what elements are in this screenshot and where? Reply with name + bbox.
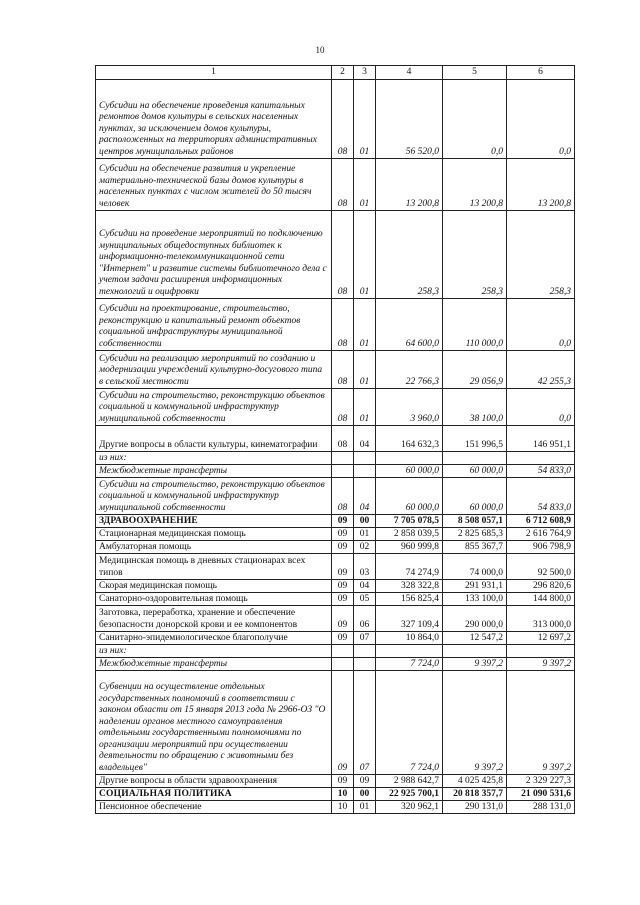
amount-col5-cell [443, 452, 507, 465]
amount-col6-cell: 54 833,0 [507, 465, 575, 478]
table-row [96, 580, 575, 593]
subsection-code-cell: 05 [354, 593, 376, 606]
amount-col4-cell: 328 322,8 [376, 580, 443, 593]
table-header-row [96, 66, 575, 80]
amount-col4-cell: 60 000,0 [376, 478, 443, 515]
amount-col6-cell: 906 798,9 [507, 541, 575, 554]
subsection-code-cell: 04 [354, 580, 376, 593]
page-number: 10 [315, 45, 325, 55]
row-name-cell: Медицинская помощь в дневных стационарах всех типов [96, 554, 332, 580]
amount-col5-cell: 110 000,0 [443, 299, 507, 351]
row-name-cell: Санаторно-оздоровительная помощь [96, 593, 332, 606]
amount-col6-cell: 313 000,0 [507, 606, 575, 632]
row-name-cell: Субсидии на строительство, реконструкцию объектов социальной и коммунальной инфраструктур муниципальной собственности [96, 478, 332, 515]
amount-col4-cell: 7 724,0 [376, 671, 443, 775]
amount-col4-cell: 327 109,4 [376, 606, 443, 632]
table-row [96, 528, 575, 541]
subsection-code-cell: 04 [354, 426, 376, 452]
table-row [96, 465, 575, 478]
subsection-code-cell: 09 [354, 775, 376, 788]
row-name-cell: Другие вопросы в области здравоохранения [96, 775, 332, 788]
subsection-code-cell: 01 [354, 80, 376, 159]
section-code-cell: 08 [332, 389, 354, 426]
section-code-cell: 09 [332, 580, 354, 593]
row-name-cell: Межбюджетные трансферты [96, 658, 332, 671]
row-name-cell: Субсидии на строительство, реконструкцию объектов социальной и коммунальной инфраструктур муниципальной собственности [96, 389, 332, 426]
table-row [96, 801, 575, 814]
amount-col6-cell: 0,0 [507, 80, 575, 159]
amount-col5-cell: 9 397,2 [443, 671, 507, 775]
amount-col5-cell: 0,0 [443, 80, 507, 159]
amount-col6-cell: 92 500,0 [507, 554, 575, 580]
amount-col5-cell: 74 000,0 [443, 554, 507, 580]
row-name-cell: Заготовка, переработка, хранение и обеспечение безопасности донорской крови и ее компонентов [96, 606, 332, 632]
amount-col5-cell: 29 056,9 [443, 351, 507, 389]
amount-col6-cell: 2 616 764,9 [507, 528, 575, 541]
subsection-code-cell: 04 [354, 478, 376, 515]
table-row [96, 541, 575, 554]
row-name-cell: Субсидии на проведение мероприятий по подключению муниципальных общедоступных библиотек к информационно-телекоммуникационной сети "Интернет" и развитие системы библиотечного дела с учетом задачи расширения информационных технологий и оцифровки [96, 211, 332, 299]
section-code-cell: 09 [332, 671, 354, 775]
amount-col4-cell: 60 000,0 [376, 465, 443, 478]
section-code-cell: 10 [332, 788, 354, 801]
amount-col6-cell: 146 951,1 [507, 426, 575, 452]
section-code-cell [332, 658, 354, 671]
amount-col5-cell: 291 931,1 [443, 580, 507, 593]
amount-col6-cell: 0,0 [507, 299, 575, 351]
header-col-1: 1 [96, 66, 332, 80]
header-col-4: 4 [376, 66, 443, 80]
amount-col5-cell: 855 367,7 [443, 541, 507, 554]
table-row [96, 299, 575, 351]
amount-col4-cell: 7 724,0 [376, 658, 443, 671]
row-name-cell: Другие вопросы в области культуры, кинематографии [96, 426, 332, 452]
amount-col4-cell: 320 962,1 [376, 801, 443, 814]
amount-col6-cell: 2 329 227,3 [507, 775, 575, 788]
amount-col5-cell: 60 000,0 [443, 478, 507, 515]
header-col-5: 5 [443, 66, 507, 80]
section-code-cell: 08 [332, 299, 354, 351]
table-row [96, 658, 575, 671]
table-row [96, 632, 575, 645]
amount-col6-cell: 258,3 [507, 211, 575, 299]
section-code-cell: 09 [332, 515, 354, 528]
table-row [96, 671, 575, 775]
subsection-code-cell: 07 [354, 671, 376, 775]
table-row [96, 351, 575, 389]
amount-col5-cell [443, 645, 507, 658]
subsection-code-cell: 01 [354, 528, 376, 541]
section-code-cell: 08 [332, 478, 354, 515]
amount-col4-cell [376, 452, 443, 465]
row-name-cell: ЗДРАВООХРАНЕНИЕ [96, 515, 332, 528]
section-code-cell: 08 [332, 80, 354, 159]
row-name-cell: из них: [96, 645, 332, 658]
amount-col4-cell: 74 274,9 [376, 554, 443, 580]
amount-col6-cell: 13 200,8 [507, 159, 575, 211]
subsection-code-cell: 01 [354, 211, 376, 299]
header-col-6: 6 [507, 66, 575, 80]
subsection-code-cell [354, 465, 376, 478]
section-code-cell: 09 [332, 554, 354, 580]
amount-col6-cell: 288 131,0 [507, 801, 575, 814]
table-row [96, 426, 575, 452]
row-name-cell: Субсидии на обеспечение проведения капитальных ремонтов домов культуры в сельских населенных пунктах, за исключением домов культуры, расположенных на территориях административных центров муниципальных районов [96, 80, 332, 159]
amount-col4-cell: 56 520,0 [376, 80, 443, 159]
row-name-cell: Субсидии на реализацию мероприятий по созданию и модернизации учреждений культурно-досугового типа в сельской местности [96, 351, 332, 389]
subsection-code-cell: 00 [354, 515, 376, 528]
section-code-cell: 08 [332, 211, 354, 299]
subsection-code-cell: 01 [354, 351, 376, 389]
table-row [96, 606, 575, 632]
amount-col4-cell: 7 705 078,5 [376, 515, 443, 528]
row-name-cell: Субсидии на обеспечение развития и укрепление материально-технической базы домов культуры в населенных пунктах с числом жителей до 50 тысяч человек [96, 159, 332, 211]
section-code-cell: 08 [332, 426, 354, 452]
table-row [96, 788, 575, 801]
amount-col4-cell: 22 925 700,1 [376, 788, 443, 801]
amount-col6-cell [507, 452, 575, 465]
amount-col4-cell [376, 645, 443, 658]
amount-col4-cell: 13 200,8 [376, 159, 443, 211]
section-code-cell [332, 645, 354, 658]
table-row [96, 515, 575, 528]
subsection-code-cell: 06 [354, 606, 376, 632]
table-row [96, 211, 575, 299]
amount-col4-cell: 10 864,0 [376, 632, 443, 645]
table-row [96, 389, 575, 426]
header-col-2: 2 [332, 66, 354, 80]
section-code-cell: 08 [332, 159, 354, 211]
amount-col6-cell: 54 833,0 [507, 478, 575, 515]
section-code-cell: 09 [332, 632, 354, 645]
amount-col5-cell: 2 825 685,3 [443, 528, 507, 541]
amount-col6-cell [507, 645, 575, 658]
header-col-3: 3 [354, 66, 376, 80]
table-row [96, 645, 575, 658]
subsection-code-cell: 01 [354, 159, 376, 211]
amount-col4-cell: 2 858 039,5 [376, 528, 443, 541]
amount-col5-cell: 60 000,0 [443, 465, 507, 478]
budget-table [95, 65, 575, 814]
amount-col6-cell: 296 820,6 [507, 580, 575, 593]
amount-col4-cell: 64 600,0 [376, 299, 443, 351]
section-code-cell: 09 [332, 606, 354, 632]
amount-col6-cell: 0,0 [507, 389, 575, 426]
amount-col4-cell: 156 825,4 [376, 593, 443, 606]
section-code-cell [332, 452, 354, 465]
amount-col5-cell: 8 508 057,1 [443, 515, 507, 528]
amount-col5-cell: 290 000,0 [443, 606, 507, 632]
amount-col5-cell: 133 100,0 [443, 593, 507, 606]
section-code-cell [332, 465, 354, 478]
amount-col6-cell: 42 255,3 [507, 351, 575, 389]
amount-col4-cell: 2 988 642,7 [376, 775, 443, 788]
row-name-cell: из них: [96, 452, 332, 465]
amount-col5-cell: 4 025 425,8 [443, 775, 507, 788]
row-name-cell: Межбюджетные трансферты [96, 465, 332, 478]
amount-col5-cell: 290 131,0 [443, 801, 507, 814]
row-name-cell: СОЦИАЛЬНАЯ ПОЛИТИКА [96, 788, 332, 801]
row-name-cell: Скорая медицинская помощь [96, 580, 332, 593]
amount-col5-cell: 9 397,2 [443, 658, 507, 671]
row-name-cell: Пенсионное обеспечение [96, 801, 332, 814]
subsection-code-cell: 00 [354, 788, 376, 801]
section-code-cell: 08 [332, 351, 354, 389]
amount-col5-cell: 13 200,8 [443, 159, 507, 211]
subsection-code-cell: 01 [354, 389, 376, 426]
amount-col4-cell: 164 632,3 [376, 426, 443, 452]
table-row [96, 452, 575, 465]
section-code-cell: 10 [332, 801, 354, 814]
table-row [96, 775, 575, 788]
amount-col6-cell: 144 800,0 [507, 593, 575, 606]
section-code-cell: 09 [332, 528, 354, 541]
subsection-code-cell [354, 645, 376, 658]
amount-col5-cell: 38 100,0 [443, 389, 507, 426]
row-name-cell: Амбулаторная помощь [96, 541, 332, 554]
subsection-code-cell [354, 658, 376, 671]
table-row [96, 478, 575, 515]
table-row [96, 593, 575, 606]
subsection-code-cell: 03 [354, 554, 376, 580]
subsection-code-cell: 07 [354, 632, 376, 645]
subsection-code-cell [354, 452, 376, 465]
row-name-cell: Субсидии на проектирование, строительство, реконструкцию и капитальный ремонт объектов социальной инфраструктуры муниципальной собственности [96, 299, 332, 351]
subsection-code-cell: 01 [354, 299, 376, 351]
amount-col4-cell: 960 999,8 [376, 541, 443, 554]
section-code-cell: 09 [332, 775, 354, 788]
section-code-cell: 09 [332, 541, 354, 554]
amount-col6-cell: 9 397,2 [507, 671, 575, 775]
row-name-cell: Санитарно-эпидемиологическое благополучие [96, 632, 332, 645]
amount-col4-cell: 258,3 [376, 211, 443, 299]
amount-col6-cell: 21 090 531,6 [507, 788, 575, 801]
amount-col5-cell: 20 818 357,7 [443, 788, 507, 801]
amount-col6-cell: 6 712 608,9 [507, 515, 575, 528]
row-name-cell: Стационарная медицинская помощь [96, 528, 332, 541]
row-name-cell: Субвенции на осуществление отдельных государственных полномочий в соответствии с законом области от 15 января 2013 года № 2966-ОЗ "О наделении органов местного самоуправления отдельными государственными полномочиями по организации мероприятий при осуществлении деятельности по обращению с животными без владельцев" [96, 671, 332, 775]
amount-col5-cell: 258,3 [443, 211, 507, 299]
amount-col4-cell: 22 766,3 [376, 351, 443, 389]
amount-col5-cell: 12 547,2 [443, 632, 507, 645]
section-code-cell: 09 [332, 593, 354, 606]
amount-col6-cell: 9 397,2 [507, 658, 575, 671]
table-row [96, 80, 575, 159]
table-row [96, 159, 575, 211]
subsection-code-cell: 02 [354, 541, 376, 554]
subsection-code-cell: 01 [354, 801, 376, 814]
amount-col4-cell: 3 960,0 [376, 389, 443, 426]
amount-col6-cell: 12 697,2 [507, 632, 575, 645]
table-row [96, 554, 575, 580]
amount-col5-cell: 151 996,5 [443, 426, 507, 452]
